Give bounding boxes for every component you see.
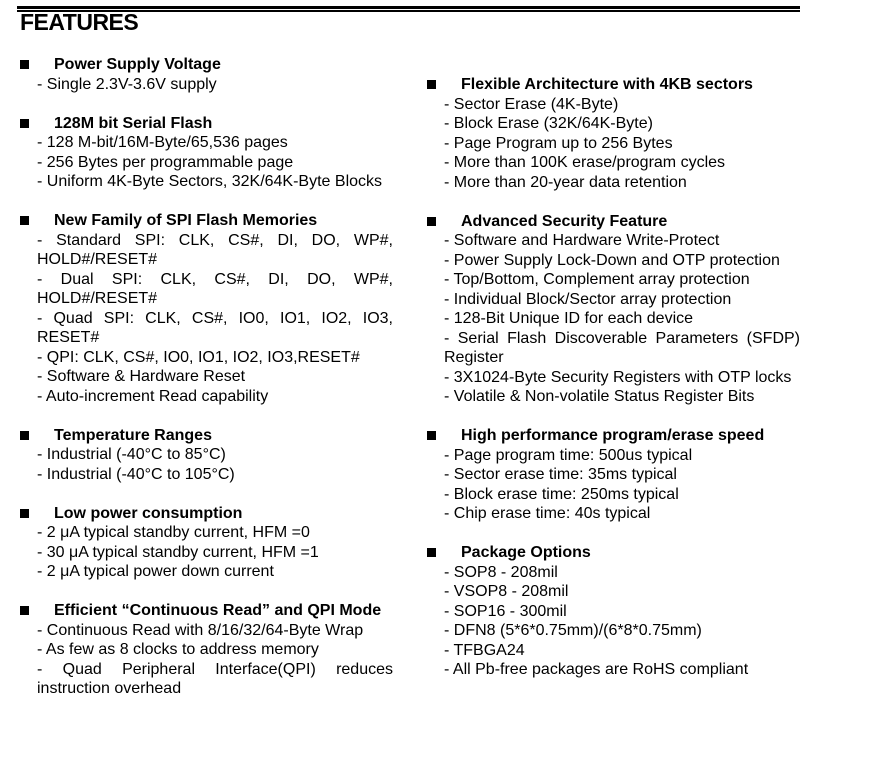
feature-section (444, 212, 800, 407)
section-title: Temperature Ranges (54, 426, 212, 444)
feature-item: - Sector erase time: 35ms typical (444, 466, 677, 483)
section-heading (37, 601, 393, 621)
feature-item: - SOP8 - 208mil (444, 563, 558, 581)
feature-item: - Quad SPI: CLK, CS#, IO0, IO1, IO2, IO3, RESET# (37, 309, 393, 346)
feature-item: - Top/Bottom, Complement array protection (444, 271, 750, 288)
section-title: Efficient “Continuous Read” and QPI Mode (54, 602, 382, 619)
section-heading (444, 75, 800, 95)
feature-item: - Block Erase (32K/64K-Byte) (444, 115, 653, 132)
feature-item: - 256 Bytes per programmable page (37, 153, 294, 171)
section-heading (444, 426, 800, 446)
section-title: Power Supply Voltage (54, 56, 221, 73)
feature-item: - Block erase time: 250ms typical (444, 485, 679, 503)
feature-item: - As few as 8 clocks to address memory (37, 641, 319, 658)
section-title: Advanced Security Feature (461, 212, 668, 230)
square-bullet-icon (20, 119, 29, 128)
feature-section (444, 75, 800, 192)
page-title: FEATURES (20, 9, 139, 35)
feature-section (37, 55, 393, 94)
feature-item: - 30 μA typical standby current, HFM =1 (37, 543, 319, 561)
feature-item: - Auto-increment Read capability (37, 387, 269, 405)
section-title: High performance program/erase speed (461, 427, 765, 444)
feature-item: - TFBGA24 (444, 641, 525, 659)
feature-item: - DFN8 (5*6*0.75mm)/(6*8*0.75mm) (444, 622, 702, 639)
square-bullet-icon (427, 431, 436, 440)
feature-item: - Power Supply Lock-Down and OTP protection (444, 251, 780, 269)
left-column (37, 55, 393, 718)
feature-item: - Uniform 4K-Byte Sectors, 32K/64K-Byte Blocks (37, 173, 383, 190)
section-title: 128M bit Serial Flash (54, 114, 213, 132)
section-heading (444, 212, 800, 232)
feature-item: - More than 100K erase/program cycles (444, 154, 726, 171)
square-bullet-icon (20, 606, 29, 615)
square-bullet-icon (20, 509, 29, 518)
feature-item: - Quad Peripheral Interface(QPI) reduces instruction overhead (37, 660, 393, 697)
feature-item: - Single 2.3V-3.6V supply (37, 75, 217, 93)
feature-item: - Standard SPI: CLK, CS#, DI, DO, WP#, HOLD#/RESET# (37, 231, 393, 268)
feature-item: - Software and Hardware Write-Protect (444, 232, 720, 249)
section-heading (37, 114, 393, 134)
feature-item: - QPI: CLK, CS#, IO0, IO1, IO2, IO3,RESET# (37, 348, 360, 366)
feature-section (37, 426, 393, 485)
feature-item: - Page Program up to 256 Bytes (444, 134, 673, 152)
feature-item: - Page program time: 500us typical (444, 446, 693, 464)
square-bullet-icon (427, 80, 436, 89)
square-bullet-icon (20, 431, 29, 440)
feature-item: - Individual Block/Sector array protection (444, 290, 732, 308)
section-heading (444, 543, 800, 563)
feature-item: - Serial Flash Discoverable Parameters (SFDP) Register (444, 329, 800, 366)
feature-item: - Volatile & Non-volatile Status Register Bits (444, 388, 755, 405)
feature-item: - 3X1024-Byte Security Registers with OTP locks (444, 368, 792, 386)
feature-section (444, 543, 800, 680)
feature-item: - SOP16 - 300mil (444, 602, 567, 620)
square-bullet-icon (20, 60, 29, 69)
right-column (444, 75, 800, 699)
feature-item: - Dual SPI: CLK, CS#, DI, DO, WP#, HOLD#/RESET# (37, 270, 393, 307)
section-title: Flexible Architecture with 4KB sectors (461, 76, 753, 93)
feature-item: - 128-Bit Unique ID for each device (444, 310, 694, 327)
section-heading (37, 426, 393, 446)
feature-item: - 2 μA typical standby current, HFM =0 (37, 524, 310, 541)
feature-section (37, 114, 393, 192)
square-bullet-icon (427, 548, 436, 557)
feature-item: - Chip erase time: 40s typical (444, 505, 651, 522)
square-bullet-icon (20, 216, 29, 225)
feature-section (37, 601, 393, 699)
section-title: Low power consumption (54, 504, 243, 522)
section-title: New Family of SPI Flash Memories (54, 212, 318, 229)
section-heading (37, 504, 393, 524)
feature-item: - Industrial (-40°C to 105°C) (37, 465, 235, 483)
feature-section (37, 211, 393, 406)
feature-item: - Software & Hardware Reset (37, 368, 246, 385)
feature-item: - Industrial (-40°C to 85°C) (37, 446, 226, 463)
feature-item: - Sector Erase (4K-Byte) (444, 95, 619, 113)
section-heading (37, 211, 393, 231)
feature-item: - VSOP8 - 208mil (444, 583, 569, 600)
section-title: Package Options (461, 544, 591, 561)
section-heading (37, 55, 393, 75)
feature-item: - All Pb-free packages are RoHS compliant (444, 661, 749, 678)
feature-item: - Continuous Read with 8/16/32/64-Byte Wrap (37, 621, 364, 639)
feature-section (444, 426, 800, 524)
feature-item: - 2 μA typical power down current (37, 563, 274, 580)
feature-item: - More than 20-year data retention (444, 173, 687, 191)
feature-item: - 128 M-bit/16M-Byte/65,536 pages (37, 134, 288, 151)
feature-section (37, 504, 393, 582)
square-bullet-icon (427, 217, 436, 226)
